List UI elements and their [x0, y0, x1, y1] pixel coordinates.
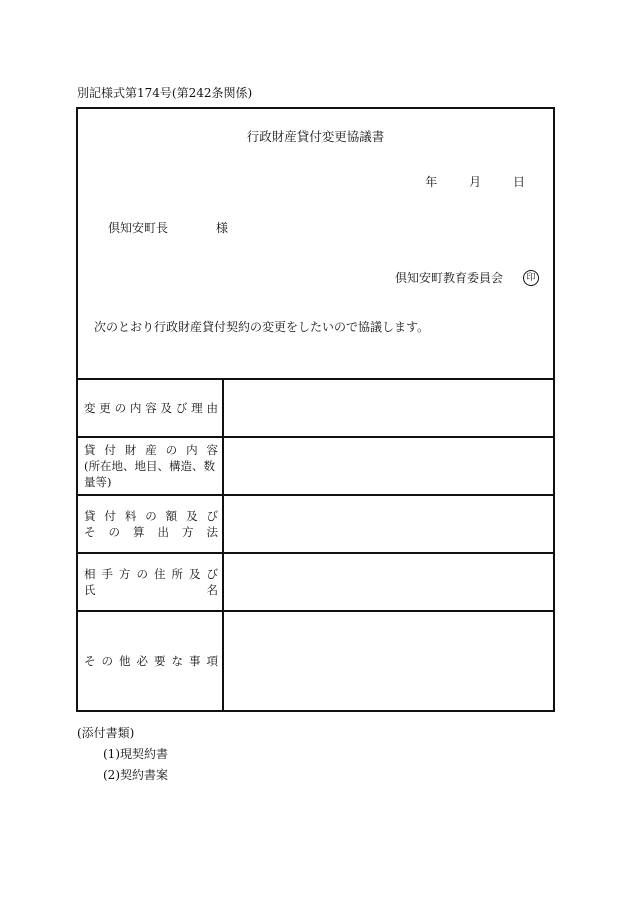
- form-header-area: [78, 109, 553, 380]
- addressee-honorific: 様: [216, 221, 229, 235]
- seal-icon: 印: [523, 270, 539, 286]
- addressee: [108, 219, 228, 236]
- table-row-change-reason: [78, 380, 553, 438]
- row-value-field[interactable]: [224, 438, 553, 494]
- row-value-field[interactable]: [224, 612, 553, 710]
- table-row-property: [78, 438, 553, 496]
- row-label: 貸付財産の内容 (所在地、地目、構造、数 量等): [78, 438, 224, 494]
- sender-name: 倶知安町教育委員会: [394, 271, 503, 285]
- date-year-label: 年: [425, 175, 438, 189]
- sender: [395, 269, 539, 286]
- date-line: [425, 173, 525, 190]
- date-month-label: 月: [469, 175, 482, 189]
- document-title: 行政財産貸付変更協議書: [246, 129, 385, 144]
- row-label: 変更の内容及び理由: [78, 380, 224, 436]
- row-value-field[interactable]: [224, 554, 553, 610]
- attachment-item: (2)契約書案: [103, 768, 168, 782]
- table-row-fee: [78, 496, 553, 554]
- attachments-heading: (添付書類): [77, 726, 135, 740]
- form-reference: 別記様式第174号(第242条関係): [77, 86, 253, 100]
- row-label: 相手方の住所及び 氏名: [78, 554, 224, 610]
- table-row-counterparty: [78, 554, 553, 612]
- row-value-field[interactable]: [224, 380, 553, 436]
- form-frame: [76, 107, 555, 712]
- addressee-name: 倶知安町長: [108, 221, 169, 235]
- date-day-label: 日: [512, 175, 525, 189]
- body-text: 次のとおり行政財産貸付契約の変更をしたいので協議します。: [94, 320, 430, 334]
- attachment-item: (1)現契約書: [103, 747, 168, 761]
- row-label: 貸付料の額及び その算出方法: [78, 496, 224, 552]
- table-row-other: [78, 612, 553, 710]
- row-value-field[interactable]: [224, 496, 553, 552]
- row-label: その他必要な事項: [78, 612, 224, 710]
